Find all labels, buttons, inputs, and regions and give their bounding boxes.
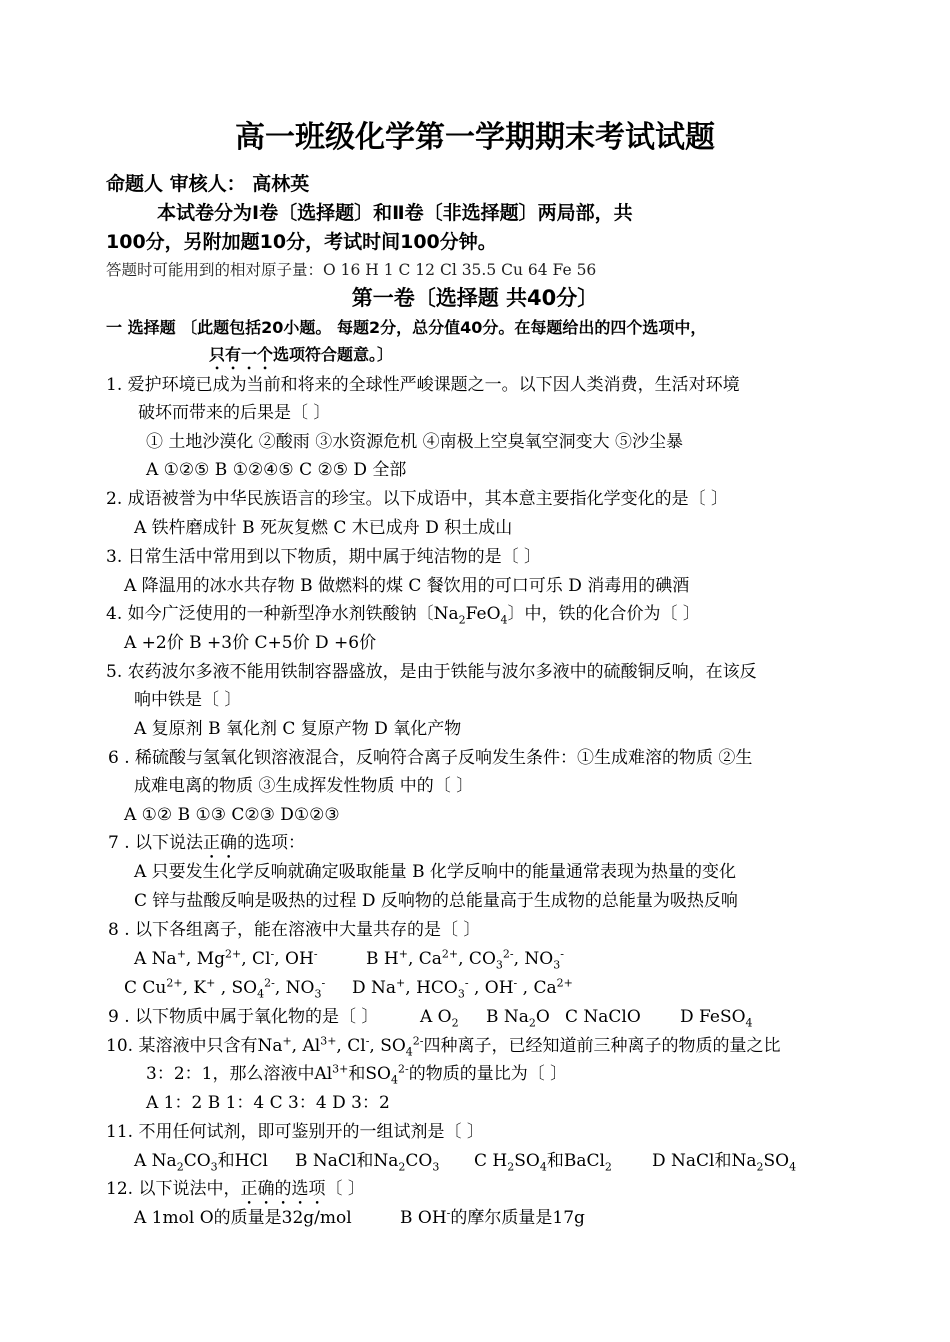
q11-stem: 11. 不用任何试剂，即可鉴别开的一组试剂是〔 〕 (106, 1122, 484, 1142)
emphasis-correct-option: 正确的选项 (240, 1179, 326, 1199)
q10-options: A 1：2 B 1：4 C 3：4 D 3：2 (146, 1093, 390, 1113)
q7-options-ab: A 只要发生化学反响就确定吸取能量 B 化学反响中的能量通常表现为热量的变化 (134, 862, 736, 882)
section-1-title: 第一卷〔选择题 共40分〕 (351, 286, 599, 310)
q3-options: A 降温用的冰水共存物 B 做燃料的煤 C 餐饮用的可口可乐 D 消毒用的碘酒 (124, 576, 690, 596)
q6-stem-2: 成难电离的物质 ③生成挥发性物质 中的〔 〕 (134, 776, 474, 796)
q8-option-c: C $Cu^{2+}$, K+ , $SO_4^{2-}$, $NO_3^-$ (124, 976, 326, 1001)
instructions-line-2: 只有一个选项符合题意。〕 (209, 345, 394, 364)
emphasis-only-one: 只有一个 (209, 345, 274, 364)
q6-options: A ①② B ①③ C②③ D①②③ (124, 805, 340, 825)
q12-option-a: A 1mol O的质量是32g/mol (134, 1208, 352, 1228)
intro-line-1: 本试卷分为Ⅰ卷〔选择题〕和Ⅱ卷〔非选择题〕两局部，共 (157, 202, 633, 224)
q1-items: ① 土地沙漠化 ②酸雨 ③水资源危机 ④南极上空臭氧空洞变大 ⑤沙尘暴 (146, 432, 684, 452)
q11-option-a: A $Na_2CO_3$和HCl (134, 1151, 268, 1174)
q9-option-c: C NaClO (565, 1007, 641, 1027)
q12-stem: 12. 以下说法中，正确的选项〔 〕 (106, 1179, 365, 1199)
q11-option-c: C $H_2SO_4$和BaCl$_2$ (474, 1151, 612, 1174)
q1-stem-1: 1. 爱护环境已成为当前和将来的全球性严峻课题之一。以下因人类消费，生活对环境 (106, 375, 740, 395)
q10-stem-2: 3：2：1，那么溶液中$Al^{3+}$和$SO_4^{2-}$的物质的量比为〔 〕 (146, 1062, 568, 1087)
q9-option-b: B $Na_2O$ (486, 1007, 550, 1030)
q2-stem: 2. 成语被誉为中华民族语言的珍宝。以下成语中，其本意主要指化学变化的是〔 〕 (106, 489, 729, 509)
q5-options: A 复原剂 B 氧化剂 C 复原产物 D 氧化产物 (134, 719, 462, 739)
q9-option-d: D FeSO$_4$ (680, 1007, 753, 1030)
authors-line: 命题人 审核人： 高林英 (106, 173, 310, 195)
emphasis-correct: 正确 (203, 833, 238, 853)
q8-stem: 8 . 以下各组离子，能在溶液中大量共存的是〔 〕 (108, 920, 481, 940)
atomic-mass-note: 答题时可能用到的相对原子量：O 16 H 1 C 12 Cl 35.5 Cu 64 Fe 56 (106, 261, 597, 279)
q2-options: A 铁杵磨成针 B 死灰复燃 C 木已成舟 D 积土成山 (134, 518, 513, 538)
q8-option-a: A Na+, $Mg^{2+}$, Cl-, OH- (134, 947, 318, 969)
q12-option-b: B OH-的摩尔质量是17g (400, 1206, 585, 1228)
q5-stem-2: 响中铁是〔 〕 (134, 690, 242, 710)
q7-stem: 7 . 以下说法正确的选项： (108, 833, 306, 853)
q6-stem-1: 6 . 稀硫酸与氢氧化钡溶液混合，反响符合离子反响发生条件：①生成难溶的物质 ②生 (108, 748, 753, 768)
q3-stem: 3. 日常生活中常用到以下物质，期中属于纯洁物的是〔 〕 (106, 547, 542, 567)
q8-option-d: D Na+, $HCO_3^-$ , OH- , $Ca^{2+}$ (352, 976, 573, 1001)
q9-stem: 9 . 以下物质中属于氧化物的是〔 〕 (108, 1007, 379, 1027)
q7-options-cd: C 锌与盐酸反响是吸热的过程 D 反响物的总能量高于生成物的总能量为吸热反响 (134, 891, 738, 911)
exam-title: 高一班级化学第一学期期末考试试题 (235, 120, 715, 155)
q11-option-b: B NaCl和$Na_2CO_3$ (295, 1151, 440, 1174)
q1-options: A ①②⑤ B ①②④⑤ C ②⑤ D 全部 (146, 460, 407, 480)
q10-stem-1: 10. 某溶液中只含有Na+, $Al^{3+}$, Cl-, $SO_4^{2-}$四种离子，已经知道前三种离子的物质的量之比 (106, 1034, 781, 1059)
instructions-line-1: 一 选择题 〔此题包括20小题。 每题2分，总分值40分。在每题给出的四个选项中， (106, 318, 707, 337)
q1-stem-2: 破坏而带来的后果是〔 〕 (138, 403, 331, 423)
intro-line-2: 100分，另附加题10分，考试时间100分钟。 (106, 231, 497, 253)
q4-stem: 4. 如今广泛使用的一种新型净水剂铁酸钠〔$Na_2FeO_4$〕中，铁的化合价为〔 〕 (106, 604, 700, 627)
q9-option-a: A $O_2$ (420, 1007, 459, 1030)
q5-stem-1: 5. 农药波尔多液不能用铁制容器盛放，是由于铁能与波尔多液中的硫酸铜反响，在该反 (106, 662, 757, 682)
q8-option-b: B H+, $Ca^{2+}$, $CO_3^{2-}$, $NO_3^-$ (366, 947, 564, 972)
q11-option-d: D NaCl和$Na_2SO_4$ (652, 1151, 797, 1174)
q4-options: A +2价 B +3价 C+5价 D +6价 (124, 633, 377, 653)
